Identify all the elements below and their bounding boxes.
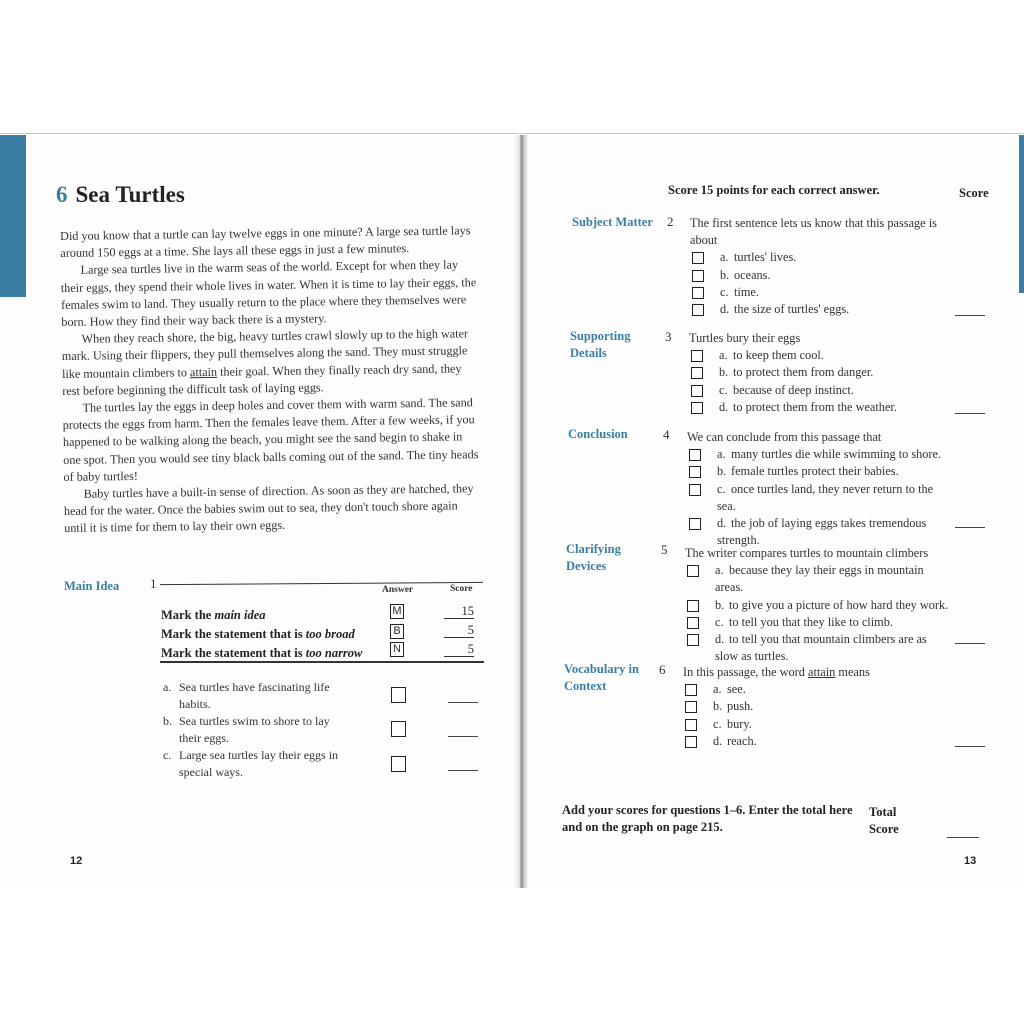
reading-passage [60,222,482,537]
answer-letter-box: M [390,604,404,619]
answer-option[interactable] [687,481,952,515]
option-letter: d. [715,632,725,647]
skill-label: Clarifying Devices [566,542,621,573]
question-number: 2 [667,214,674,229]
option-letter: d. [713,733,723,748]
skill-label: Conclusion [568,427,628,441]
question-stem: Turtles bury their eggs [689,331,801,345]
main-idea-option [163,747,363,780]
option-letter: b. [720,267,730,282]
page-top-edge [0,133,1024,134]
option-letter: a. [713,682,722,697]
main-idea-label: Main Idea [64,579,120,593]
option-text: Sea turtles swim to shore to lay [179,714,330,728]
score-column-label: Score [959,186,989,200]
passage-paragraph: Baby turtles have a built-in sense of direction. As soon as they are hatched, they head for the water. Once the babies swim out to sea, they don't touch shore again until it is time for them to lay their own eggs. [63,481,474,536]
score-blank[interactable] [448,702,478,703]
option-checkbox[interactable] [689,484,701,496]
option-checkbox[interactable] [692,304,704,316]
option-text: turtles' lives. [734,250,797,265]
question-block [685,545,950,665]
instruction-emphasis: too narrow [305,646,363,660]
answer-option[interactable] [687,463,952,480]
answer-option[interactable] [687,446,952,463]
answer-column-header: Answer [382,585,414,595]
option-letter: a. [717,447,726,462]
question-stem: The first sentence lets us know that this passage is about [690,216,937,248]
option-letter: c. [713,716,722,731]
answer-checkbox[interactable] [391,721,406,737]
question-block [687,429,952,549]
instruction-emphasis: main idea [214,608,266,622]
option-letter: a. [715,563,724,578]
total-score-blank[interactable] [947,837,979,838]
main-idea-instruction [161,646,362,661]
passage-text: When they reach shore, the big, heavy turtles crawl slowly up to the high water mark. Using their flippers, they pull themselves along the sand. They must struggle like mountain climbers to [61,326,469,381]
answer-option[interactable] [689,382,954,399]
instruction-text: Mark the statement that is [161,646,306,660]
option-text: female turtles protect their babies. [731,464,899,479]
option-text: the size of turtles' eggs. [734,302,850,317]
option-letter: c. [715,614,724,629]
vocabulary-word: attain [189,364,218,379]
score-blank[interactable] [955,413,985,414]
option-text: see. [727,682,746,697]
option-text-cont: habits. [179,696,211,711]
score-blank[interactable] [955,746,985,747]
option-letter: b. [715,597,725,612]
answer-option[interactable] [685,614,950,631]
option-checkbox[interactable] [689,466,701,478]
answer-letter-box: N [390,642,404,657]
option-text: to keep them cool. [733,348,824,363]
question-block [683,664,948,750]
passage-paragraph: The turtles lay the eggs in deep holes and cover them with warm sand. The sand protects the eggs from harm. Then the females leave them. After a few weeks, if you happened to be walking along the beach, you might see the sand begin to shake in one spot. Then you would see tiny black balls coming out of the sand. The tiny heads of baby turtles! [62,395,479,484]
option-text: to tell you that mountain climbers are as slow as turtles. [715,632,927,664]
points-value: 5 [444,623,474,638]
option-text: reach. [727,733,757,748]
passage-paragraph [61,325,480,400]
option-checkbox[interactable] [689,449,701,461]
option-text: once turtles land, they never return to the sea. [717,481,934,513]
option-letter: a. [163,680,172,694]
question-number: 1 [150,576,157,591]
answer-option[interactable] [690,301,955,318]
option-text: the job of laying eggs takes tremendous strength. [717,516,927,548]
option-text-cont: their eggs. [179,730,229,745]
option-text: to give you a picture of how hard they work. [729,597,949,612]
score-blank[interactable] [955,315,985,316]
option-checkbox[interactable] [685,684,697,696]
main-idea-bottom-rule [160,661,484,663]
option-letter: c. [719,382,728,397]
main-idea-option [163,679,363,712]
option-checkbox[interactable] [692,252,704,264]
skill-label: Supporting Details [570,329,631,360]
chapter-color-tab-right [1019,135,1024,293]
answer-option[interactable] [683,681,948,698]
question-block [689,330,954,416]
main-idea-instruction [161,608,266,623]
option-text: to tell you that they like to climb. [729,614,893,629]
answer-option[interactable] [685,562,950,596]
points-value: 15 [444,604,474,619]
option-text-cont: special ways. [179,764,243,779]
points-value: 5 [444,642,474,657]
option-letter: b. [713,699,723,714]
stem-text: means [835,665,870,679]
option-checkbox[interactable] [689,518,701,530]
answer-checkbox[interactable] [391,756,406,772]
option-letter: a. [720,250,729,265]
answer-option[interactable] [685,597,950,614]
total-score-label: Total Score [869,805,899,836]
main-idea-instruction [161,627,355,642]
passage-paragraph: Large sea turtles live in the warm seas of the world. Except for when they lay their eggs, they spend their whole lives in water. When it is time to lay their eggs, the females swim to land. They usually return to the place where they themselves were born. How they find their way back there is a mystery. [60,257,477,330]
answer-option[interactable] [683,716,948,733]
option-checkbox[interactable] [691,402,703,414]
question-number: 5 [661,542,668,557]
chapter-number: 6 [56,182,68,207]
answer-option[interactable] [690,249,955,266]
answer-option[interactable] [683,698,948,715]
option-text: many turtles die while swimming to shore. [731,447,942,462]
answer-option[interactable] [689,364,954,381]
answer-option[interactable] [683,733,948,750]
instruction-text: Mark the statement that is [161,627,306,641]
option-text: Sea turtles have fascinating life [179,680,330,694]
option-checkbox[interactable] [685,701,697,713]
instruction-emphasis: too broad [305,627,355,641]
question-number: 6 [659,662,666,677]
answer-option[interactable] [689,399,954,416]
skill-label: Vocabulary in Context [564,662,639,693]
option-letter: b. [163,714,172,728]
score-blank[interactable] [448,770,478,771]
chapter-color-tab [0,135,26,297]
option-checkbox[interactable] [691,367,703,379]
question-number: 3 [665,329,672,344]
option-letter: b. [717,464,727,479]
score-column-header: Score [450,584,473,594]
question-stem: The writer compares turtles to mountain climbers [685,546,929,560]
option-checkbox[interactable] [692,270,704,282]
option-letter: d. [720,302,730,317]
option-letter: c. [717,481,726,496]
total-instructions: Add your scores for questions 1–6. Enter the total here and on the graph on page 215. [562,803,853,834]
option-text: push. [727,699,754,714]
option-letter: b. [719,365,729,380]
page-number-right: 13 [964,855,977,867]
stem-text: In this passage, the word [683,665,808,679]
score-blank[interactable] [955,643,985,644]
answer-option[interactable] [690,284,955,301]
score-blank[interactable] [955,527,985,528]
option-text: oceans. [734,267,771,282]
score-instructions: Score 15 points for each correct answer. [668,183,880,197]
question-stem [683,664,948,681]
page-number-left: 12 [70,855,83,867]
option-text: bury. [727,716,752,731]
option-checkbox[interactable] [685,736,697,748]
question-block [690,215,955,318]
skill-label: Subject Matter [572,215,653,229]
option-checkbox[interactable] [685,719,697,731]
chapter-title [56,182,185,208]
option-checkbox[interactable] [691,385,703,397]
answer-letter-box: B [390,624,404,639]
question-stem: We can conclude from this passage that [687,430,882,444]
option-text: because of deep instinct. [733,382,854,397]
answer-checkbox[interactable] [391,687,406,703]
option-checkbox[interactable] [692,287,704,299]
chapter-title-text: Sea Turtles [75,182,185,207]
option-text: Large sea turtles lay their eggs in [179,748,339,762]
option-checkbox[interactable] [691,350,703,362]
option-checkbox[interactable] [687,565,699,577]
vocabulary-word: attain [808,665,836,679]
question-number: 4 [663,427,670,442]
main-idea-option [163,713,363,746]
passage-text: their goal. When they finally reach dry sand, they rest before beginning the difficult task of laying eggs. [62,361,462,398]
option-letter: d. [719,399,729,414]
option-letter: c. [163,748,172,762]
instruction-text: Mark the [161,608,215,622]
option-text: because they lay their eggs in mountain areas. [715,563,924,595]
book-spine [512,135,528,888]
option-checkbox[interactable] [687,634,699,646]
option-checkbox[interactable] [687,600,699,612]
option-letter: d. [717,516,727,531]
option-text: time. [734,284,759,299]
option-letter: c. [720,284,729,299]
answer-option[interactable] [690,267,955,284]
answer-option[interactable] [689,347,954,364]
score-blank[interactable] [448,736,478,737]
passage-paragraph: Did you know that a turtle can lay twelve eggs in one minute? A large sea turtle lays around 150 eggs at a time. She lays all these eggs in just a few minutes. [60,223,471,261]
option-text: to protect them from danger. [733,365,874,380]
option-text: to protect them from the weather. [733,399,897,414]
answer-option[interactable] [685,631,950,665]
option-checkbox[interactable] [687,617,699,629]
option-letter: a. [719,348,728,363]
